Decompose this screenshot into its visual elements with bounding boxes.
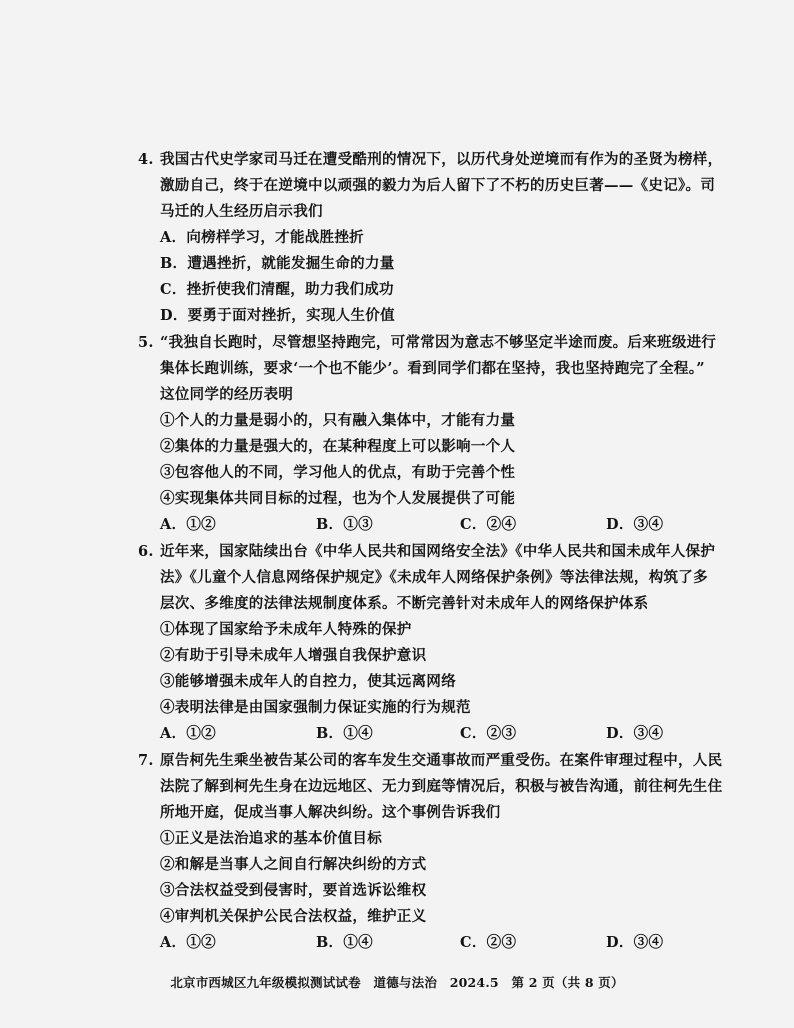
question-6-choice-d: D．③④ (606, 725, 664, 742)
question-5-statement-3: ③包容他人的不同，学习他人的优点，有助于完善个性 (160, 464, 516, 481)
question-5-line-2: 集体长跑训练，要求‘一个也不能少’。看到同学们都在坚持，我也坚持跑完了全程。” (160, 360, 705, 377)
question-6-choice-a: A．①② (160, 725, 216, 742)
question-5-choice-d: D．③④ (606, 516, 664, 533)
question-5-choice-c: C．②④ (460, 516, 517, 533)
question-5-choices (138, 512, 722, 538)
question-7-statement-1: ①正义是法治追求的基本价值目标 (160, 830, 382, 847)
question-5-stem (138, 330, 722, 408)
question-7-line-3: 所地开庭，促成当事人解决纠纷。这个事例告诉我们 (160, 804, 501, 821)
question-6 (138, 539, 722, 747)
question-5-line-1: “我独自长跑时，尽管想坚持跑完，可常常因为意志不够坚定半途而废。后来班级进行 (160, 334, 717, 351)
question-4 (138, 147, 722, 329)
question-7-choice-c: C．②③ (460, 934, 517, 951)
question-6-line-1: 近年来，国家陆续出台《中华人民共和国网络安全法》《中华人民共和国未成年人保护 (160, 543, 716, 560)
question-7-choice-d: D．③④ (606, 934, 664, 951)
question-6-line-3: 层次、多维度的法律法规制度体系。不断完善针对未成年人的网络保护体系 (160, 595, 649, 612)
question-4-line-3: 马迁的人生经历启示我们 (160, 203, 323, 220)
question-6-stem (138, 539, 722, 617)
question-6-line-2: 法》《儿童个人信息网络保护规定》《未成年人网络保护条例》等法律法规，构筑了多 (160, 569, 708, 586)
question-6-number: 6. (138, 543, 154, 560)
question-7-stem (138, 748, 722, 826)
question-4-option-c: C．挫折使我们清醒，助力我们成功 (160, 281, 394, 298)
page-footer: 北京市西城区九年级模拟测试试卷 道德与法治 2024.5 第 2 页（共 8 页） (170, 975, 624, 990)
question-6-choices (138, 721, 722, 747)
question-6-statement-1: ①体现了国家给予未成年人特殊的保护 (160, 621, 412, 638)
question-4-option-d: D．要勇于面对挫折，实现人生价值 (160, 307, 395, 324)
question-7-number: 7. (138, 752, 154, 769)
question-5-choice-a: A．①② (160, 516, 216, 533)
question-6-statement-4: ④表明法律是由国家强制力保证实施的行为规范 (160, 699, 471, 716)
question-7-line-2: 法院了解到柯先生身在边远地区、无力到庭等情况后，积极与被告沟通，前往柯先生住 (160, 778, 723, 795)
question-7-statement-4: ④审判机关保护公民合法权益，维护正义 (160, 908, 427, 925)
question-5-line-3: 这位同学的经历表明 (160, 386, 294, 403)
question-4-line-2: 激励自己，终于在逆境中以顽强的毅力为后人留下了不朽的历史巨著——《史记》。司 (160, 177, 716, 194)
question-7-choices (138, 930, 722, 956)
question-6-statement-2: ②有助于引导未成年人增强自我保护意识 (160, 647, 427, 664)
question-7-statement-3: ③合法权益受到侵害时，要首选诉讼维权 (160, 882, 427, 899)
question-7-choice-b: B．①④ (316, 934, 373, 951)
question-6-choice-b: B．①④ (316, 725, 373, 742)
question-6-statement-3: ③能够增强未成年人的自控力，使其远离网络 (160, 673, 456, 690)
question-7-statement-2: ②和解是当事人之间自行解决纠纷的方式 (160, 856, 427, 873)
question-6-choice-c: C．②③ (460, 725, 517, 742)
question-4-option-b: B．遭遇挫折，就能发掘生命的力量 (160, 255, 395, 272)
question-5 (138, 330, 722, 538)
question-5-statement-1: ①个人的力量是弱小的，只有融入集体中，才能有力量 (160, 412, 516, 429)
question-5-choice-b: B．①③ (316, 516, 373, 533)
question-5-statement-4: ④实现集体共同目标的过程，也为个人发展提供了可能 (160, 490, 516, 507)
question-7-choice-a: A．①② (160, 934, 216, 951)
question-5-number: 5. (138, 334, 154, 351)
question-4-line-1: 我国古代史学家司马迁在遭受酷刑的情况下，以历代身处逆境而有作为的圣贤为榜样， (160, 151, 723, 168)
question-7 (138, 748, 722, 956)
question-4-option-a: A．向榜样学习，才能战胜挫折 (160, 229, 364, 246)
question-4-number: 4. (138, 151, 154, 168)
question-5-statement-2: ②集体的力量是强大的，在某种程度上可以影响一个人 (160, 438, 516, 455)
question-4-stem (138, 147, 722, 225)
question-7-line-1: 原告柯先生乘坐被告某公司的客车发生交通事故而严重受伤。在案件审理过程中，人民 (160, 752, 723, 769)
